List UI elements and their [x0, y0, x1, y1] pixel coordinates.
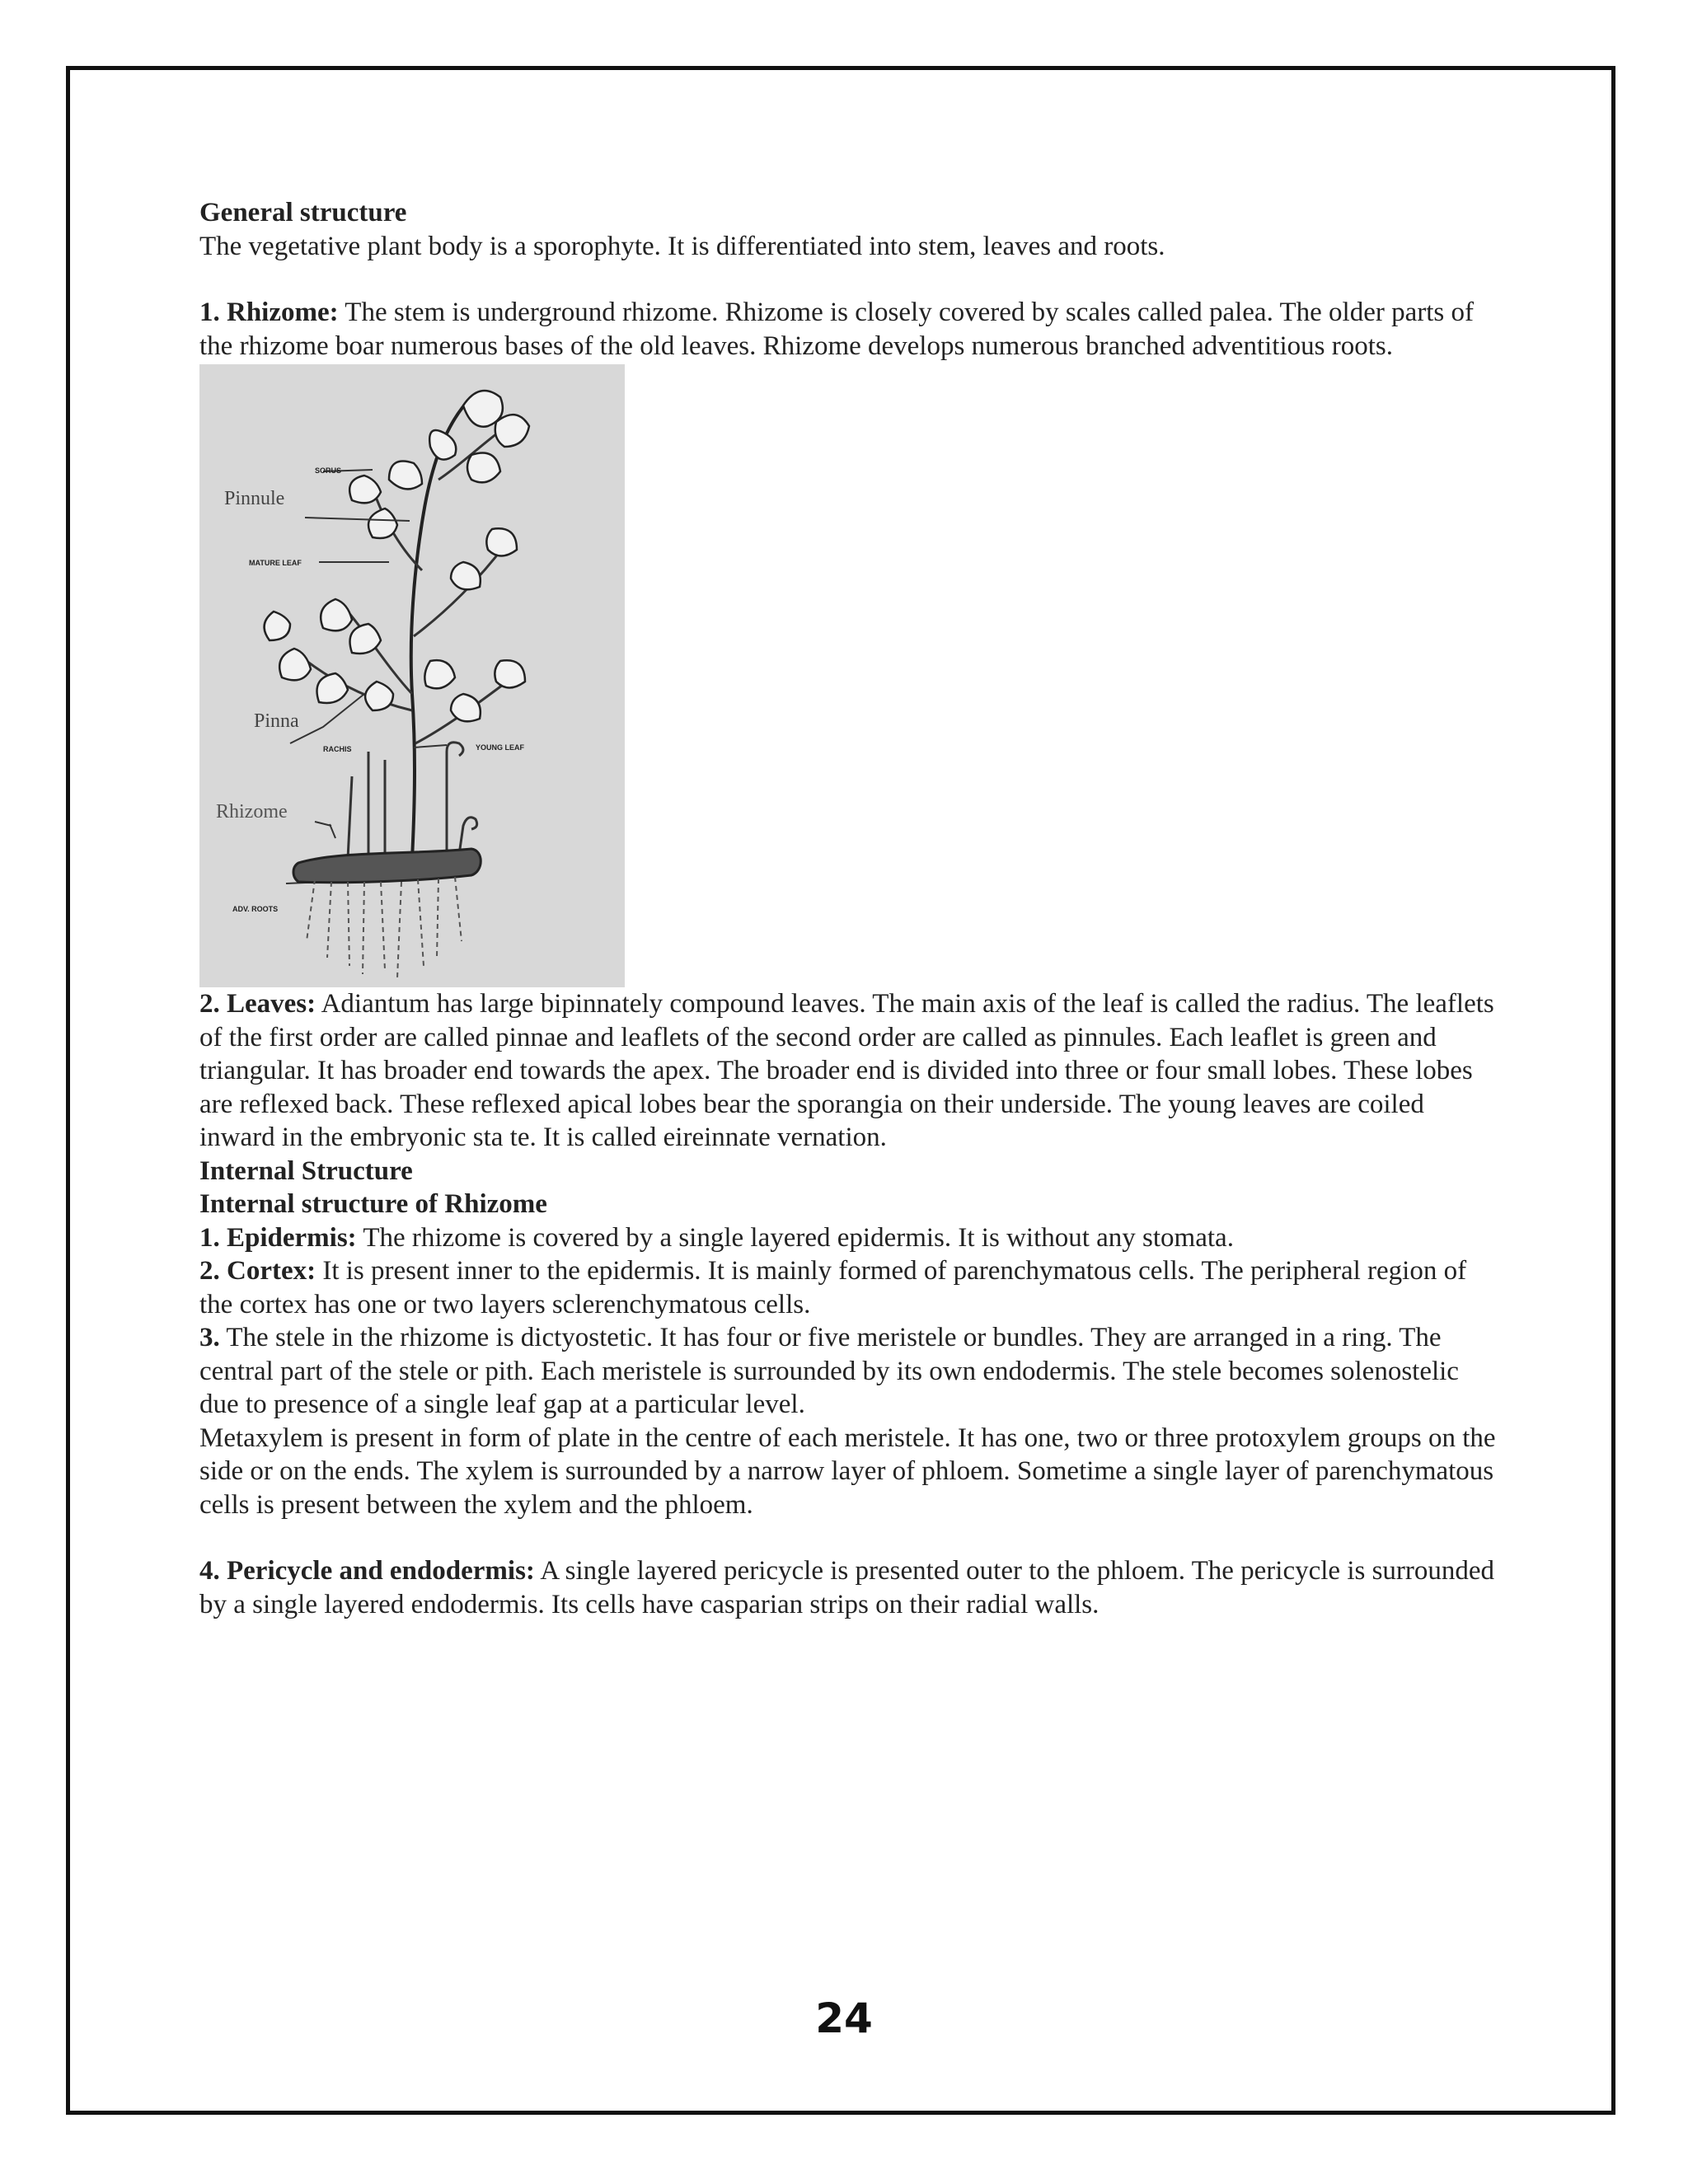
label-young-leaf: YOUNG LEAF [476, 743, 525, 752]
adiantum-illustration [199, 364, 625, 987]
epidermis-text: The rhizome is covered by a single layered epidermis. It is without any stomata. [356, 1222, 1234, 1253]
rhizome-paragraph [199, 296, 1502, 363]
general-structure-heading: General structure [199, 198, 407, 227]
adiantum-plant-figure [199, 364, 625, 987]
label-sorus: SORUS [315, 466, 342, 475]
pericycle-paragraph [199, 1554, 1502, 1621]
leaves-text: Adiantum has large bipinnately compound leaves. The main axis of the leaf is called the radius. The leaflets of the first order are called pinnae and leaflets of the second order are called as pinnules. Each leaflet is green and triangular. It has broader end towards the apex. The broader end is divided into three or four small lobes. These lobes are reflexed back. These reflexed apical lobes bear the sporangia on their underside. The young leaves are coiled inward in the embryonic sta te. It is called eireinnate vernation. [199, 989, 1494, 1152]
leaves-paragraph [199, 987, 1502, 1155]
stele-label: 3. [199, 1323, 220, 1352]
general-structure-text: The vegetative plant body is a sporophyte. It is differentiated into stem, leaves and roots. [199, 231, 1165, 261]
pericycle-text: A single layered pericycle is presented outer to the phloem. The pericycle is surrounded by a single layered endodermis. Its cells have casparian strips on their radial walls. [199, 1556, 1495, 1619]
rhizome-text: The stem is underground rhizome. Rhizome is closely covered by scales called palea. The older parts of the rhizome boar numerous bases of the old leaves. Rhizome develops numerous branched adventitious roots. [199, 298, 1474, 361]
epidermis-label: 1. Epidermis: [199, 1222, 357, 1253]
stele-text: The stele in the rhizome is dictyostetic. It has four or five meristele or bundles. They are arranged in a ring. The central part of the stele or pith. Each meristele is surrounded by its own endodermis. The stele becomes solenostelic due to presence of a single leaf gap at a particular level. [199, 1323, 1459, 1419]
label-pinnule: Pinnule [224, 488, 285, 509]
stele-paragraph [199, 1321, 1502, 1422]
label-rhizome: Rhizome [216, 801, 288, 823]
cortex-paragraph [199, 1254, 1502, 1321]
internal-rhizome-heading: Internal structure of Rhizome [199, 1189, 547, 1219]
cortex-text: It is present inner to the epidermis. It is mainly formed of parenchymatous cells. The peripheral region of the cortex has one or two layers sclerenchymatous cells. [199, 1256, 1467, 1319]
page-content [199, 196, 1502, 1621]
page-number: 24 [815, 1994, 873, 2042]
label-rachis: RACHIS [323, 745, 352, 753]
epidermis-paragraph [199, 1221, 1502, 1255]
label-pinna: Pinna [254, 710, 299, 732]
pericycle-label: 4. Pericycle and endodermis: [199, 1556, 535, 1586]
label-mature-leaf: MATURE LEAF [249, 559, 302, 567]
metaxylem-paragraph: Metaxylem is present in form of plate in the centre of each meristele. It has one, two or three protoxylem groups on the side or on the ends. The xylem is surrounded by a narrow layer of phloem. Sometime a single layer of parenchymatous cells is present between the xylem and the phloem. [199, 1422, 1496, 1520]
internal-structure-heading: Internal Structure [199, 1155, 413, 1186]
label-adv-roots: ADV. ROOTS [232, 905, 279, 913]
cortex-label: 2. Cortex: [199, 1256, 316, 1286]
rhizome-label: 1. Rhizome: [199, 298, 339, 327]
leaves-label: 2. Leaves: [199, 989, 316, 1019]
